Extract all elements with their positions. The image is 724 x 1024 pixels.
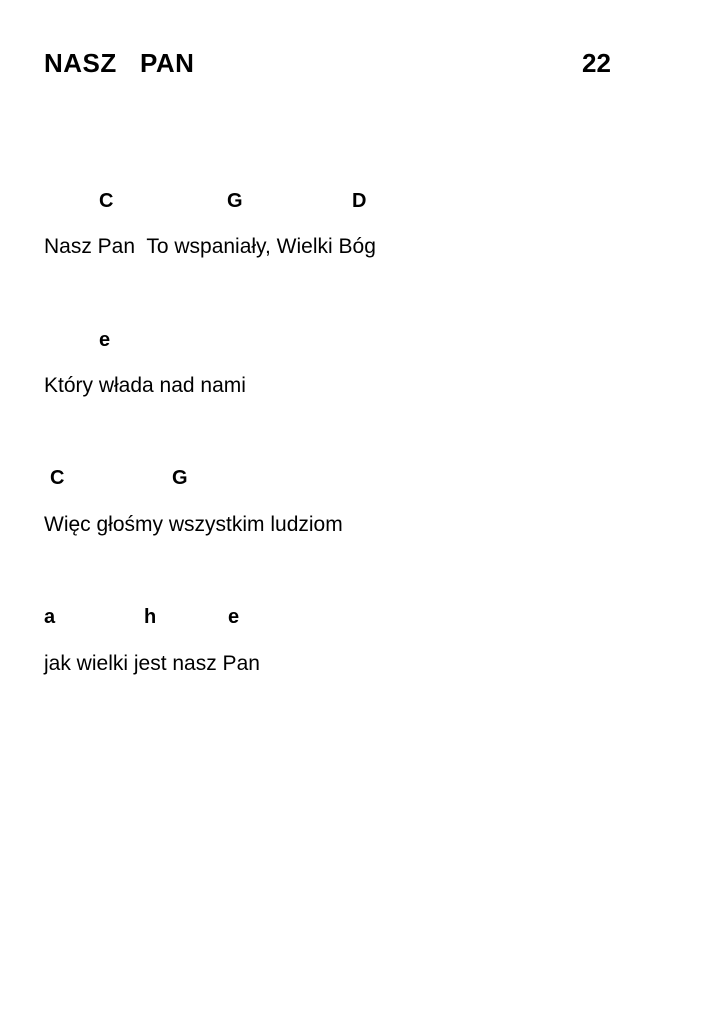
chord: e	[99, 329, 111, 351]
lyric-line: Nasz Pan To wspaniały, Wielki Bóg	[44, 235, 376, 258]
song-title: NASZ PAN	[44, 48, 195, 78]
chord: a	[44, 606, 56, 628]
lyric-line: jak wielki jest nasz Pan	[44, 652, 260, 675]
chord: C	[99, 190, 114, 212]
chord: G	[172, 467, 188, 489]
lyric-line: Który włada nad nami	[44, 374, 246, 397]
chord: D	[352, 190, 367, 212]
lyric-line: Więc głośmy wszystkim ludziom	[44, 513, 343, 536]
chord: C	[50, 467, 65, 489]
song-number: 22	[582, 48, 611, 78]
chord: e	[228, 606, 240, 628]
chord: G	[227, 190, 243, 212]
chord: h	[144, 606, 157, 628]
